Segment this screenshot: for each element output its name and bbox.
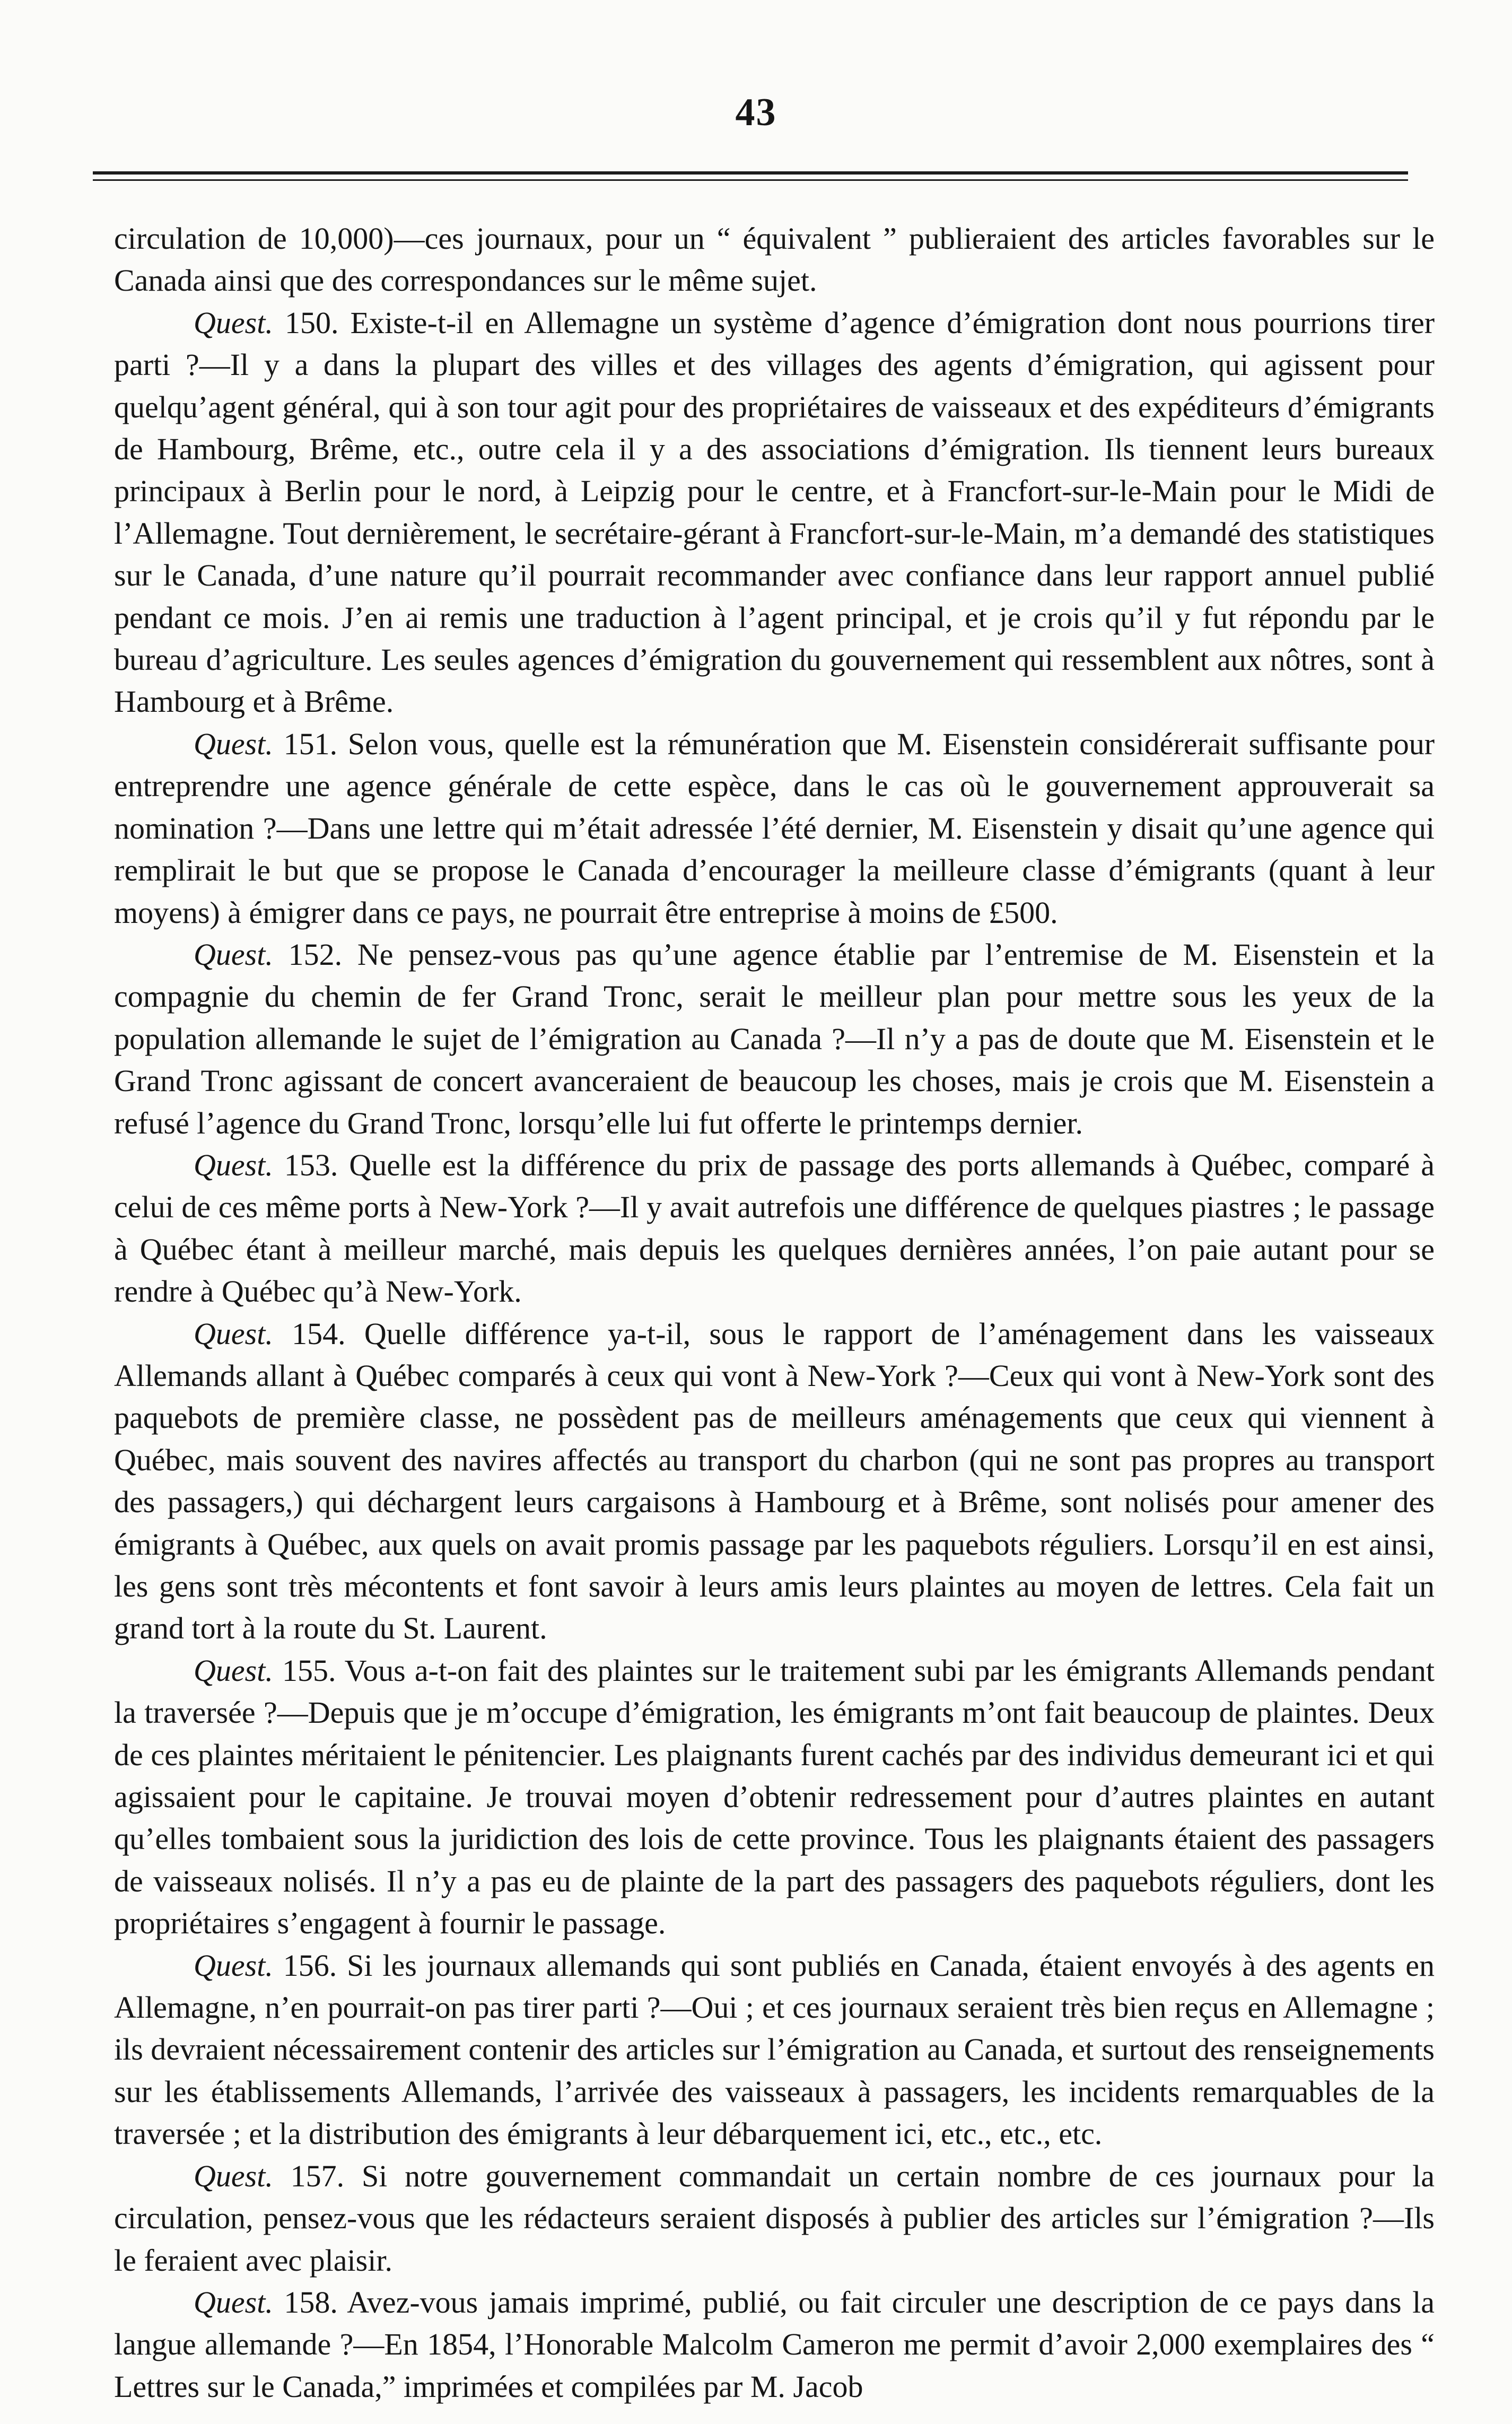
paragraph-text: 151. Selon vous, quelle est la rémunération que M. Eisenstein considérerait suffisante pour entreprendre une agence générale de cette espèce, dans le cas où le gouvernement approuverait sa nomination ?—Dans une lettre qui m’était adressée l’été dernier, M. Eisenstein y disait qu’une agence qui remplirait le but que se propose le Canada d’encourager la meilleure classe d’émigrants (quant à leur moyens) à émigrer dans ce pays, ne pourrait être entreprise à moins de £500. — [114, 726, 1435, 930]
question-150 — [114, 302, 1435, 723]
paragraph-text: circulation de 10,000)—ces journaux, pour un “ équivalent ” publieraient des articles favorables sur le Canada ainsi que des correspondances sur le même sujet. — [114, 221, 1435, 298]
body-text — [114, 217, 1435, 2408]
question-label: Quest. — [194, 1948, 273, 1983]
paragraph-text: 158. Avez-vous jamais imprimé, publié, ou fait circuler une description de ce pays dans la langue allemande ?—En 1854, l’Honorable Malcolm Cameron me permit d’avoir 2,000 exemplaires des “ Lettres sur le Canada,” imprimées et compilées par M. Jacob — [114, 2285, 1435, 2404]
question-154 — [114, 1313, 1435, 1650]
page-number: 43 — [735, 91, 777, 134]
question-label: Quest. — [194, 1147, 273, 1182]
question-153 — [114, 1144, 1435, 1313]
paragraph-text: 150. Existe-t-il en Allemagne un système d’agence d’émigration dont nous pourrions tirer parti ?—Il y a dans la plupart des villes et des villages des agents d’émigration, qui agissent pour quelqu’agent général, qui à son tour agit pour des propriétaires de vaisseaux et des expéditeurs d’émigrants de Hambourg, Brême, etc., outre cela il y a des associations d’émigration. Ils tiennent leurs bureaux principaux à Berlin pour le nord, à Leipzig pour le centre, et à Francfort-sur-le-Main pour le Midi de l’Allemagne. Tout dernièrement, le secrétaire-gérant à Francfort-sur-le-Main, m’a demandé des statistiques sur le Canada, d’une nature qu’il pourrait recommander avec confiance dans leur rapport annuel publié pendant ce mois. J’en ai remis une traduction à l’agent principal, et je crois qu’il y fut répondu par le bureau d’agriculture. Les seules agences d’émigration du gouvernement qui ressemblent aux nôtres, sont à Hambourg et à Brême. — [114, 305, 1435, 719]
paragraph-text: 154. Quelle différence ya-t-il, sous le rapport de l’aménagement dans les vaisseaux Allemands allant à Québec comparés à ceux qui vont à New-York ?—Ceux qui vont à New-York sont des paquebots de première classe, ne possèdent pas de meilleurs aménagements que ceux qui viennent à Québec, mais souvent des navires affectés au transport du charbon (qui ne sont pas propres au transport des passagers,) qui déchargent leurs cargaisons à Hambourg et à Brême, sont nolisés pour amener des émigrants à Québec, aux quels on avait promis passage par les paquebots réguliers. Lorsqu’il en est ainsi, les gens sont très mécontents et font savoir à leurs amis leurs plaintes au moyen de lettres. Cela fait un grand tort à la route du St. Laurent. — [114, 1316, 1435, 1646]
question-label: Quest. — [194, 2158, 273, 2193]
question-label: Quest. — [194, 2285, 273, 2320]
paragraph-text: 152. Ne pensez-vous pas qu’une agence établie par l’entremise de M. Eisenstein et la compagnie du chemin de fer Grand Tronc, serait le meilleur plan pour mettre sous les yeux de la population allemande le sujet de l’émigration au Canada ?—Il n’y a pas de doute que M. Eisenstein et le Grand Tronc agissant de concert avanceraient de beaucoup les choses, mais je crois que M. Eisenstein a refusé l’agence du Grand Tronc, lorsqu’elle lui fut offerte le printemps dernier. — [114, 937, 1435, 1140]
question-157 — [114, 2155, 1435, 2281]
header-rule — [93, 171, 1408, 175]
question-152 — [114, 934, 1435, 1144]
question-label: Quest. — [194, 305, 273, 340]
question-label: Quest. — [194, 937, 273, 972]
question-151 — [114, 723, 1435, 934]
paragraph-text: 153. Quelle est la différence du prix de passage des ports allemands à Québec, comparé à celui de ces même ports à New-York ?—Il y avait autrefois une différence de quelques piastres ; le passage à Québec étant à meilleur marché, mais depuis les quelques dernières années, l’on paie autant pour se rendre à Québec qu’à New-York. — [114, 1147, 1435, 1309]
paragraph-text: 156. Si les journaux allemands qui sont publiés en Canada, étaient envoyés à des agents en Allemagne, n’en pourrait-on pas tirer parti ?—Oui ; et ces journaux seraient très bien reçus en Allemagne ; ils devraient nécessairement contenir des articles sur l’émigration au Canada, et surtout des renseignements sur les établissements Allemands, l’arrivée des vaisseaux à passagers, les incidents remarquables de la traversée ; et la distribution des émigrants à leur débarquement ici, etc., etc., etc. — [114, 1948, 1435, 2151]
question-155 — [114, 1650, 1435, 1945]
question-156 — [114, 1945, 1435, 2155]
question-label: Quest. — [194, 1316, 273, 1351]
question-label: Quest. — [194, 726, 273, 761]
header-rule-thin — [93, 179, 1408, 181]
paragraph-continuation — [114, 217, 1435, 302]
paragraph-text: 157. Si notre gouvernement commandait un certain nombre de ces journaux pour la circulation, pensez-vous que les rédacteurs seraient disposés à publier des articles sur l’émigration ?—Ils le feraient avec plaisir. — [114, 2158, 1435, 2278]
question-158 — [114, 2281, 1435, 2408]
paragraph-text: 155. Vous a-t-on fait des plaintes sur le traitement subi par les émigrants Allemands pendant la traversée ?—Depuis que je m’occupe d’émigration, les émigrants m’ont fait beaucoup de plaintes. Deux de ces plaintes méritaient le pénitencier. Les plaignants furent cachés par des individus demeurant ici et qui agissaient pour le capitaine. Je trouvai moyen d’obtenir redressement pour d’autres plaintes en autant qu’elles tombaient sous la juridiction des lois de cette province. Tous les plaignants étaient des passagers de vaisseaux nolisés. Il n’y a pas eu de plainte de la part des passagers des paquebots réguliers, dont les propriétaires s’engagent à fournir le passage. — [114, 1653, 1435, 1941]
question-label: Quest. — [194, 1653, 273, 1688]
